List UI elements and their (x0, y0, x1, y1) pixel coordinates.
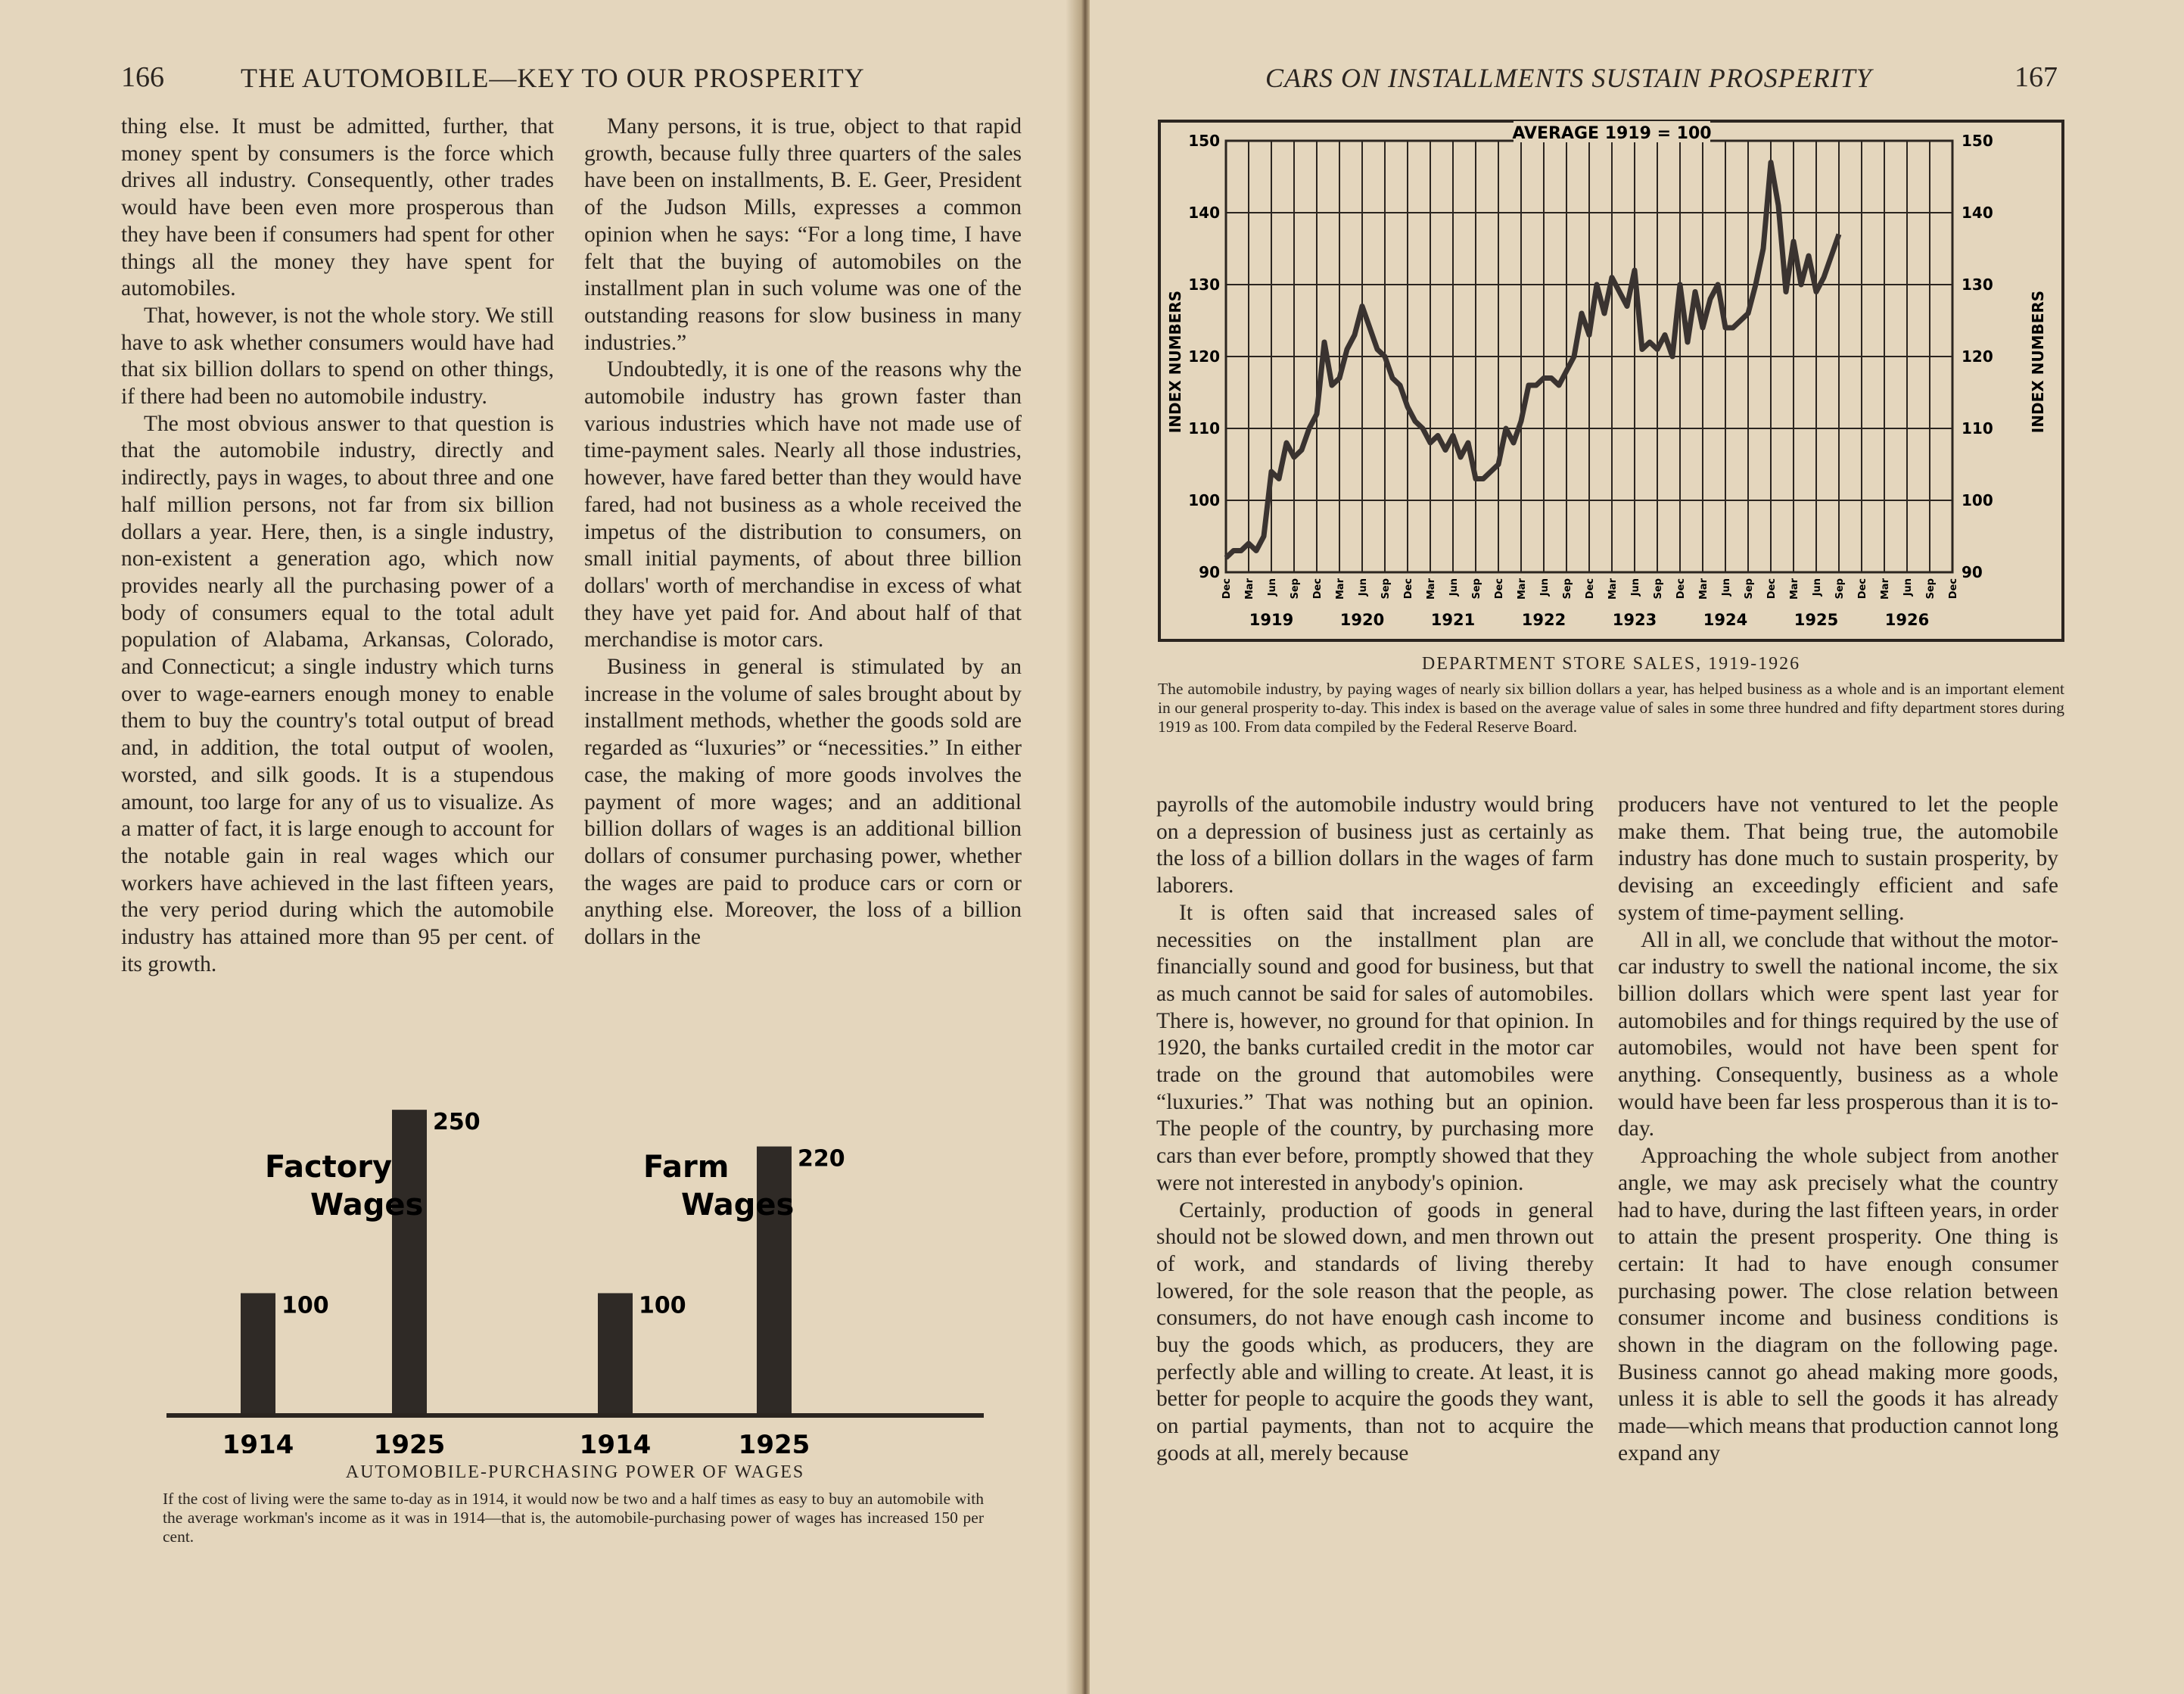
bar-category-label: 1925 (373, 1430, 446, 1453)
y-tick-label: 90 (1962, 563, 1983, 581)
x-month-label: Mar (1789, 578, 1800, 600)
x-month-label: Dec (1766, 578, 1778, 599)
y-tick-label: 120 (1188, 347, 1220, 366)
x-year-label: 1921 (1430, 611, 1476, 629)
x-month-label: Jun (1902, 578, 1914, 596)
x-month-label: Mar (1607, 578, 1619, 600)
x-year-label: 1926 (1884, 611, 1930, 629)
x-month-label: Dec (1312, 578, 1324, 599)
paragraph: Business in general is stimulated by an increase in the volume of sales brought about by installment methods, whether the goods sold are regarded as “luxuries” or “necessities.” In either case, the making of more goods involves the payment of more wages; and an additional billion dollars of wages is an additional billion dollars of consumer purchasing power, whether the wages are paid to produce cars or corn or anything else. Moreover, the loss of a billion dollars in the (584, 655, 1022, 950)
paragraph: thing else. It must be admitted, further, that money spent by consumers is the force which drives all industry. Consequently, other trades would have been even more prosperous than they have been if consumers had spent for other things all the money they have spent for automobiles. (121, 114, 554, 301)
sales-index-line (1226, 163, 1839, 559)
text-column-1 (1156, 792, 1594, 1468)
figure-caption: The automobile industry, by paying wages of nearly six billion dollars a year, has helped business as a whole and is an important element in our general prosperity to-day. This index is based on the average value of sales in some three hundred and fifty department stores during 1919 as 100. From data compiled by the Federal Reserve Board. (1158, 680, 2064, 736)
paragraph: It is often said that increased sales of necessities on the installment plan are financially sound and good for business, but that as much cannot be said for sales of automobiles. There is, however, no ground for that opinion. In 1920, the banks curtailed credit in the motor car trade on the ground that automobiles were “luxuries.” That was nothing but an opinion. The people of the country, by purchasing more cars than ever before, promptly showed that they were not interested in anybody's opinion. (1156, 900, 1594, 1195)
paragraph: payrolls of the automobile industry would bring on a depression of business just as certainly as the loss of a billion dollars in the wages of farm laborers. (1156, 793, 1594, 898)
group-label-wages: Wages (310, 1188, 424, 1222)
x-month-label: Dec (1675, 578, 1687, 599)
group-label-wages: Wages (681, 1188, 795, 1222)
bar-category-label: 1925 (738, 1430, 810, 1453)
figure-title: AUTOMOBILE-PURCHASING POWER OF WAGES (345, 1462, 805, 1482)
wages-bar-chart (151, 1060, 999, 1453)
x-month-label: Jun (1358, 578, 1369, 596)
x-month-label: Sep (1925, 578, 1937, 599)
grid-layer (1226, 141, 1952, 572)
running-head: CARS ON INSTALLMENTS SUSTAIN PROSPERITY (1265, 63, 1872, 93)
bar-value-label: 250 (433, 1109, 481, 1136)
x-month-label: Mar (1698, 578, 1710, 600)
bar-value-label: 100 (282, 1292, 329, 1319)
bar-category-label: 1914 (222, 1430, 294, 1453)
x-month-label: Jun (1812, 578, 1823, 596)
y-tick-label: 150 (1962, 132, 1993, 150)
x-month-label: Dec (1403, 578, 1414, 599)
x-month-label: Jun (1630, 578, 1641, 596)
y-axis-label-left: INDEX NUMBERS (1166, 290, 1184, 434)
y-tick-label: 130 (1962, 276, 1993, 294)
x-month-label: Dec (1494, 578, 1505, 599)
x-month-label: Sep (1290, 578, 1301, 599)
x-month-label: Jun (1539, 578, 1551, 596)
bar-value-label: 100 (639, 1292, 686, 1319)
right-page (1090, 0, 2184, 1694)
y-tick-label: 100 (1962, 491, 1993, 509)
x-year-label: 1925 (1794, 611, 1839, 629)
x-month-label: Sep (1562, 578, 1573, 599)
paragraph: Certainly, production of goods in general should not be slowed down, and men thrown out of work, and standards of living thereby lowered, for the sole reason that the people, as consumers, do not have enough cash income to buy the goods which, as producers, they are perfectly able and willing to create. At least, it is better for people to acquire the goods they want, on partial payments, than not to acquire the goods at all, merely because (1156, 1197, 1594, 1465)
x-month-label: Sep (1471, 578, 1482, 599)
x-year-label: 1923 (1612, 611, 1657, 629)
x-month-label: Sep (1653, 578, 1664, 599)
paragraph: Approaching the whole subject from another angle, we may ask precisely what the country had to have, during the last fifteen years, in order to attain the present prosperity. One thing is certain: It had to have enough consumer purchasing power. The close relation between consumer income and business conditions is shown in the diagram on the following page. Business cannot go ahead making more goods, unless it is able to sell the goods it has already made—which means that production cannot long expand any (1618, 1144, 2058, 1465)
bar-value-label: 220 (798, 1145, 845, 1172)
x-month-label: Mar (1426, 578, 1437, 600)
paragraph: The most obvious answer to that question is that the automobile industry, directly and indirectly, pays in wages, to about three and one half million persons, not far from six billion dollars a year. Here, then, is a single industry, non-existent a generation ago, which now provides nearly all the purchasing power of a body of consumers equal to the total adult population of Alabama, Arkansas, Colorado, and Connecticut; a single industry which turns over to wage-earners enough money to enable them to buy the country's total output of bread and, in addition, the total output of woolen, worsted, and silk goods. It is a stupendous amount, too large for any of us to visualize. As a matter of fact, it is large enough to account for the notable gain in real wages which our workers have achieved in the last fifteen years, the very period during which the automobile industry has attained more than 95 per cent. of its growth. (121, 411, 554, 976)
x-year-label: 1920 (1339, 611, 1385, 629)
bar (241, 1293, 275, 1415)
x-month-label: Dec (1857, 578, 1868, 599)
xtick-layer (1221, 578, 1959, 629)
x-year-label: 1922 (1521, 611, 1566, 629)
y-tick-label: 100 (1188, 491, 1220, 509)
figure-caption: If the cost of living were the same to-day as in 1914, it would now be two and a half times as easy to buy an automobile with the average workman's income as it was in 1914—that is, the automobile-purchasing power of wages has increased 150 per cent. (163, 1490, 984, 1546)
y-tick-label: 140 (1962, 204, 1993, 222)
y-tick-label: 90 (1199, 563, 1220, 581)
text-column-1 (121, 114, 554, 979)
text-column-2 (584, 114, 1022, 951)
group-label-factory: Factory (265, 1150, 393, 1185)
bar-category-label: 1914 (579, 1430, 652, 1453)
y-tick-label: 130 (1188, 276, 1220, 294)
y-tick-label: 150 (1188, 132, 1220, 150)
y-tick-label: 120 (1962, 347, 1993, 366)
y-tick-label: 110 (1188, 419, 1220, 438)
x-month-label: Mar (1335, 578, 1346, 600)
text-column-2 (1618, 792, 2058, 1468)
paragraph: Undoubtedly, it is one of the reasons why the automobile industry has grown faster than various industries which have not made use of time-payment sales. Nearly all those industries, however, have fared better than they would have fared, had not business as a whole received the impetus of the distribution to consumers, on small initial payments, of about three billion dollars' worth of merchandise in excess of what they have yet paid for. And about half of that merchandise is motor cars. (584, 357, 1022, 652)
paragraph: producers have not ventured to let the people make them. That being true, the automobile industry has done much to sustain prosperity, by devising an exceedingly efficient and safe system of time-payment selling. (1618, 793, 2058, 925)
figure-title: DEPARTMENT STORE SALES, 1919-1926 (1421, 654, 1801, 674)
bar (598, 1293, 633, 1415)
x-year-label: 1919 (1249, 611, 1294, 629)
bar (757, 1147, 792, 1415)
y-tick-label: 110 (1962, 419, 1993, 438)
x-month-label: Dec (1585, 578, 1596, 599)
x-month-label: Dec (1221, 578, 1233, 599)
x-year-label: 1924 (1703, 611, 1748, 629)
x-month-label: Sep (1834, 578, 1846, 599)
x-month-label: Mar (1880, 578, 1891, 600)
x-month-label: Jun (1267, 578, 1278, 596)
running-head: THE AUTOMOBILE—KEY TO OUR PROSPERITY (241, 63, 865, 93)
bar (392, 1110, 427, 1415)
x-month-label: Mar (1517, 578, 1528, 600)
paragraph: Many persons, it is true, object to that rapid growth, because fully three quarters of the sales have been on installments, B. E. Geer, President of the Judson Mills, expresses a common opinion when he says: “For a long time, I have felt that the buying of automobiles on the installment plan in such volume was one of the outstanding reasons for slow business in many industries.” (584, 114, 1022, 355)
department-store-sales-chart (1158, 120, 2064, 642)
x-month-label: Mar (1244, 578, 1255, 600)
x-month-label: Jun (1448, 578, 1460, 596)
series-layer (1226, 163, 1839, 559)
page-number: 166 (121, 61, 164, 93)
x-month-label: Sep (1744, 578, 1755, 599)
paragraph: All in all, we conclude that without the motor-car industry to swell the national income, the six billion dollars which were spent last year for automobiles and for things required by the use of automobiles, would not have been spent for anything. Consequently, business as a whole would have been far less prosperous than it is to-day. (1618, 927, 2058, 1141)
y-axis-label-right: INDEX NUMBERS (2029, 290, 2047, 434)
x-month-label: Dec (1948, 578, 1959, 599)
x-month-label: Jun (1721, 578, 1732, 596)
x-month-label: Sep (1380, 578, 1392, 599)
chart-header: AVERAGE 1919 = 100 (1512, 124, 1712, 143)
page-number: 167 (2014, 61, 2058, 93)
group-label-farm: Farm (643, 1150, 730, 1185)
left-page (0, 0, 1081, 1694)
paragraph: That, however, is not the whole story. We still have to ask whether consumers would have had that six billion dollars to spend on other things, if there had been no automobile industry. (121, 303, 554, 409)
y-tick-label: 140 (1188, 204, 1220, 222)
